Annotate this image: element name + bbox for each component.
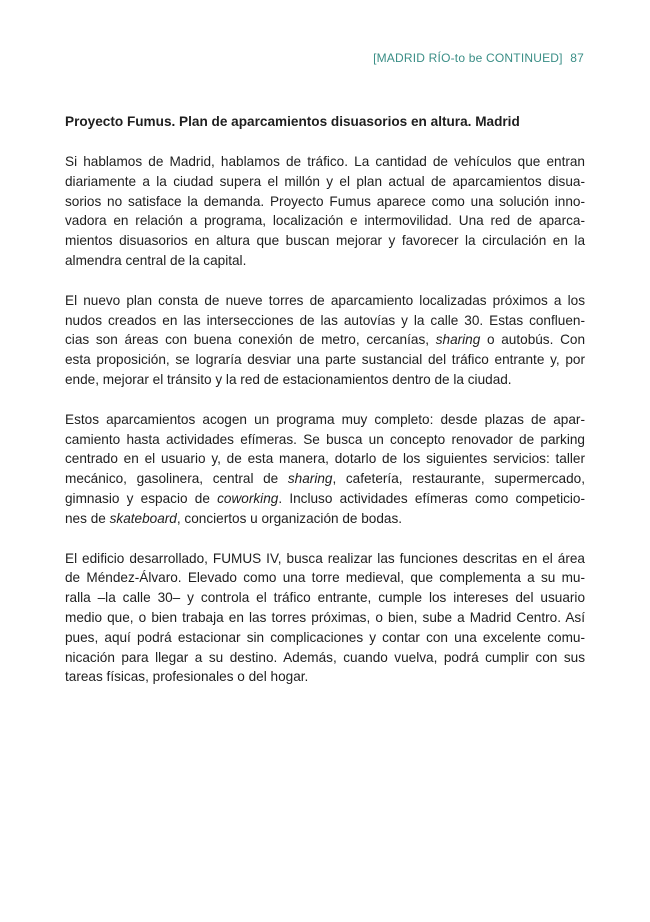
running-title: [MADRID RÍO-to be CONTINUED] (373, 51, 563, 65)
text-line: mecánico, gasolinera, central de sharing, cafetería, restaurante, supermercado, (65, 471, 585, 487)
text-line: El edificio desarrollado, FUMUS IV, busca realizar las funciones descritas en el área (65, 550, 585, 566)
paragraph (65, 152, 585, 271)
article (65, 112, 585, 707)
text-line: pues, aquí podrá estacionar sin complicaciones y contar con una excelente comu- (65, 629, 585, 645)
text-line: nes de skateboard, conciertos u organización de bodas. (65, 510, 403, 526)
text-line: Estos aparcamientos acogen un programa muy completo: desde plazas de apar- (65, 411, 585, 427)
text-line: gimnasio y espacio de coworking. Incluso actividades efímeras como competicio- (65, 490, 585, 506)
article-title: Proyecto Fumus. Plan de aparcamientos disuasorios en altura. Madrid (65, 114, 520, 129)
paragraph (65, 410, 585, 529)
text-line: nudos creados en las intersecciones de las autovías y la calle 30. Estas confluen- (65, 312, 585, 328)
text-line: camiento hasta actividades efímeras. Se busca un concepto renovador de parking (65, 431, 585, 447)
text-line: cias son áreas con buena conexión de metro, cercanías, sharing o autobús. Con (65, 332, 586, 348)
text-line: sorios no satisface la demanda. Proyecto Fumus aparece como una solución inno- (65, 193, 585, 209)
page-number: 87 (570, 51, 584, 65)
text-line: de Méndez-Álvaro. Elevado como una torre medieval, que complementa a su mu- (65, 570, 585, 586)
paragraph (65, 549, 585, 688)
text-line: esta proposición, se lograría desviar una parte sustancial del tráfico entrante y, por (65, 352, 585, 368)
running-header (373, 51, 584, 65)
text-line: diariamente a la ciudad supera el millón y el plan actual de aparcamientos disua- (65, 173, 585, 189)
text-line: ralla –la calle 30– y controla el tráfico entrante, cumple los intereses del usuario (65, 590, 585, 606)
text-line: nicación para llegar a su destino. Además, cuando vuelva, podrá cumplir con sus (65, 649, 585, 665)
text-line: almendra central de la capital. (65, 252, 247, 268)
text-line: Si hablamos de Madrid, hablamos de tráfico. La cantidad de vehículos que entran (65, 154, 585, 169)
text-line: ende, mejorar el tránsito y la red de estacionamientos dentro de la ciudad. (65, 371, 512, 387)
paragraph (65, 291, 585, 390)
text-line: medio que, o bien trabaja en las torres próximas, o bien, sube a Madrid Centro. Así (65, 609, 585, 625)
text-line: vadora en relación a programa, localización e intermovilidad. Una red de aparca- (65, 213, 585, 229)
text-line: mientos disuasorios en altura que buscan mejorar y favorecer la circulación en la (65, 233, 585, 249)
text-line: tareas físicas, profesionales o del hogar. (65, 669, 309, 685)
text-line: El nuevo plan consta de nueve torres de aparcamiento localizadas próximos a los (65, 292, 585, 308)
text-line: centrado en el usuario y, de esta manera, dotarlo de los siguientes servicios: taller (65, 451, 585, 467)
